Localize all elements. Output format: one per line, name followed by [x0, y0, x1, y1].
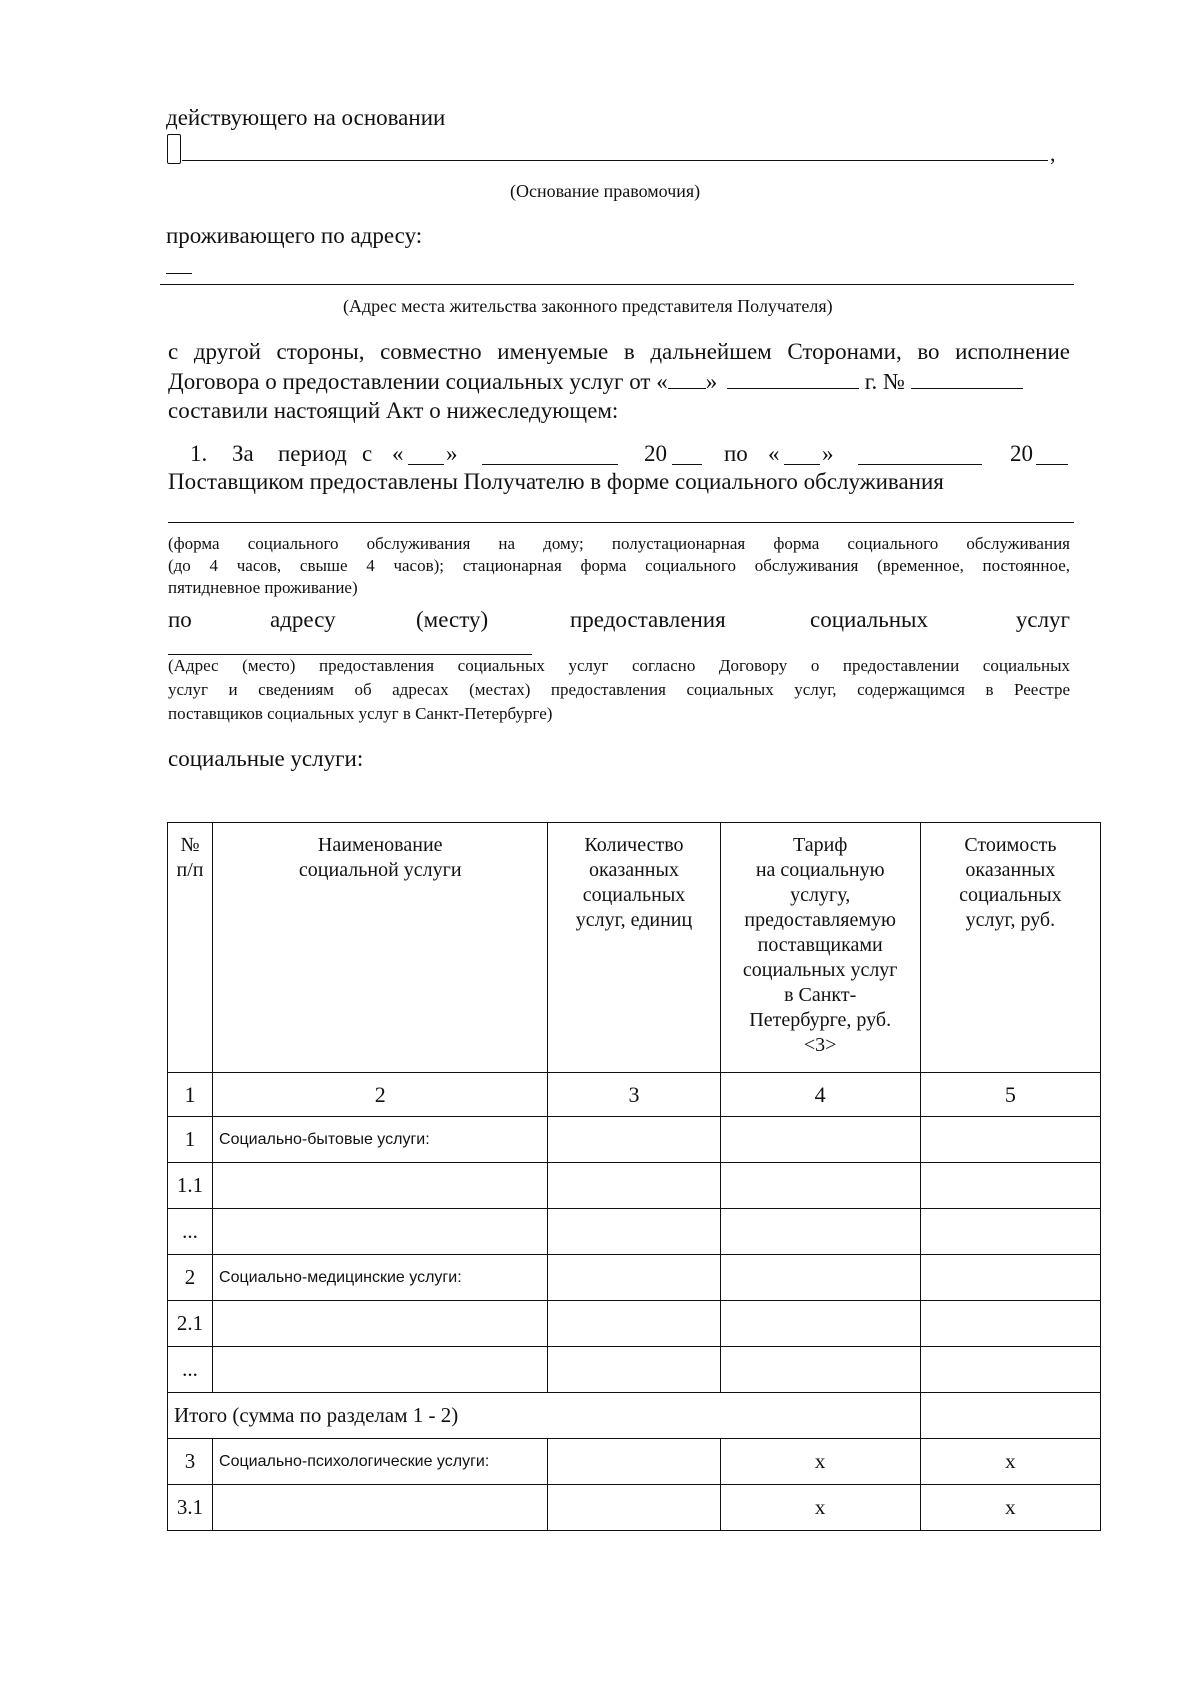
- cost-cell[interactable]: [920, 1301, 1100, 1347]
- services-table: [167, 822, 1101, 1531]
- header-qty-line: услуг, единиц: [575, 909, 693, 931]
- clause-word-s: с: [362, 441, 373, 466]
- basis-fill-line: [182, 160, 1048, 161]
- column-index: 5: [920, 1073, 1100, 1117]
- tariff-cell[interactable]: [720, 1255, 920, 1301]
- basis-comma: ,: [1050, 141, 1056, 166]
- header-qty-line: социальных: [582, 884, 686, 906]
- month-blank-2: [858, 444, 982, 465]
- intro-line-1: с другой стороны, совместно именуемые в дальнейшем Сторонами, во исполнение: [168, 339, 1070, 364]
- service-name-cell[interactable]: Социально-медицинские услуги:: [213, 1255, 548, 1301]
- intro-line-2: [168, 368, 1078, 396]
- tariff-cell: х: [720, 1485, 920, 1531]
- table-row: [168, 1209, 1101, 1255]
- place-caption-line-1: (Адрес (место) предоставления социальных услуг согласно Договору о предоставлении социальных: [168, 656, 1070, 675]
- table-row: [168, 1255, 1101, 1301]
- place-caption-line-3: поставщиков социальных услуг в Санкт-Петербурге): [168, 704, 553, 723]
- header-tariff-line: услугу,: [790, 884, 851, 906]
- service-name-cell[interactable]: [213, 1301, 548, 1347]
- clause1-line-1: [190, 440, 1070, 468]
- row-number: ...: [168, 1209, 213, 1255]
- table-header-row: [168, 823, 1101, 1073]
- service-name-cell[interactable]: Социально-психологические услуги:: [213, 1439, 548, 1485]
- acting-on-basis-text: действующего на основании: [166, 105, 446, 130]
- cost-cell: х: [920, 1485, 1100, 1531]
- address-word-2: адресу: [270, 607, 336, 632]
- address-fill-line: [160, 284, 1074, 285]
- clause-word-za: За: [232, 441, 254, 466]
- quantity-cell[interactable]: [548, 1209, 720, 1255]
- form-caption-line-3: пятидневное проживание): [168, 578, 358, 597]
- service-name-cell[interactable]: [213, 1347, 548, 1393]
- row-number: 3: [168, 1439, 213, 1485]
- header-tariff-line: поставщиками: [757, 934, 883, 956]
- column-index: 2: [213, 1073, 548, 1117]
- quantity-cell[interactable]: [548, 1117, 720, 1163]
- clause-close-quote-1: »: [446, 441, 458, 466]
- quantity-cell[interactable]: [548, 1301, 720, 1347]
- place-caption-line-2: услуг и сведениям об адресах (местах) предоставления социальных услуг, содержащимся в Реестре: [168, 680, 1070, 699]
- table-row: [168, 1163, 1101, 1209]
- clause-word-po: по: [724, 441, 748, 466]
- address-word-4: предоставления: [570, 607, 726, 632]
- residing-address-label: проживающего по адресу:: [166, 223, 423, 248]
- quantity-cell[interactable]: [548, 1485, 720, 1531]
- header-tariff-line: в Санкт-: [784, 984, 857, 1006]
- day-blank-1: [408, 444, 444, 465]
- header-num-line: п/п: [176, 859, 204, 881]
- service-name-cell[interactable]: Социально-бытовые услуги:: [213, 1117, 548, 1163]
- contract-number-blank: [911, 368, 1023, 389]
- table-row: [168, 1301, 1101, 1347]
- row-number: ...: [168, 1347, 213, 1393]
- clause1-line-2: Поставщиком предоставлены Получателю в форме социального обслуживания: [168, 469, 944, 494]
- header-name: [213, 823, 548, 1073]
- tariff-cell[interactable]: [720, 1347, 920, 1393]
- service-form-fill-line: [168, 522, 1074, 523]
- header-tariff-line: предоставляемую: [744, 909, 896, 931]
- quantity-cell[interactable]: [548, 1163, 720, 1209]
- row-number: 1.1: [168, 1163, 213, 1209]
- total-label: Итого (сумма по разделам 1 - 2): [168, 1393, 921, 1439]
- header-name-line: Наименование: [317, 834, 443, 856]
- header-tariff: [720, 823, 920, 1073]
- cost-cell: х: [920, 1439, 1100, 1485]
- header-cost-line: социальных: [959, 884, 1062, 906]
- address-word-5: социальных: [810, 607, 928, 632]
- intro-contract-prefix: Договора о предоставлении социальных услуг от «: [168, 369, 668, 394]
- year-blank-2: [1036, 444, 1068, 465]
- header-qty-line: оказанных: [589, 859, 679, 881]
- header-qty: [548, 823, 720, 1073]
- header-tariff-line: <3>: [803, 1034, 837, 1056]
- header-tariff-line: социальных услуг: [742, 959, 898, 981]
- tariff-cell[interactable]: [720, 1163, 920, 1209]
- intro-year-number-label: г. №: [864, 369, 905, 394]
- address-word-3: (месту): [416, 607, 489, 632]
- clause-open-quote-2: «: [768, 441, 780, 466]
- header-cost-line: Стоимость: [964, 834, 1057, 856]
- short-dash-line: [166, 273, 192, 274]
- empty-box-icon: [167, 134, 181, 164]
- basis-caption: (Основание правомочия): [510, 181, 701, 201]
- service-name-cell[interactable]: [213, 1163, 548, 1209]
- tariff-cell[interactable]: [720, 1209, 920, 1255]
- address-word-1: по: [168, 607, 192, 632]
- form-caption-line-2: (до 4 часов, свыше 4 часов); стационарная форма социального обслуживания (временное, постоянное,: [168, 556, 1070, 575]
- address-line: [168, 606, 1070, 634]
- header-cost-line: услуг, руб.: [965, 909, 1056, 931]
- column-index: 1: [168, 1073, 213, 1117]
- column-index: 3: [548, 1073, 720, 1117]
- header-tariff-line: на социальную: [755, 859, 885, 881]
- row-number: 2.1: [168, 1301, 213, 1347]
- header-num-line: №: [180, 834, 200, 856]
- column-index: 4: [720, 1073, 920, 1117]
- row-number: 2: [168, 1255, 213, 1301]
- intro-line-3: составили настоящий Акт о нижеследующем:: [168, 398, 619, 423]
- column-index-row: [168, 1073, 1101, 1117]
- clause-year-1: 20: [644, 441, 667, 466]
- cost-cell[interactable]: [920, 1209, 1100, 1255]
- table-row: [168, 1347, 1101, 1393]
- service-name-cell[interactable]: [213, 1209, 548, 1255]
- services-label: социальные услуги:: [168, 746, 364, 771]
- clause-open-quote-1: «: [392, 441, 404, 466]
- clause-year-2: 20: [1010, 441, 1033, 466]
- header-cost-line: оказанных: [965, 859, 1056, 881]
- day-blank: [668, 368, 706, 389]
- quantity-cell[interactable]: [548, 1347, 720, 1393]
- header-cost: [920, 823, 1100, 1073]
- total-row: [168, 1393, 1101, 1439]
- header-name-line: социальной услуги: [298, 859, 462, 881]
- header-tariff-line: Тариф: [793, 834, 848, 856]
- cost-cell[interactable]: [920, 1163, 1100, 1209]
- tariff-cell[interactable]: [720, 1301, 920, 1347]
- header-qty-line: Количество: [584, 834, 684, 856]
- tariff-cell: х: [720, 1439, 920, 1485]
- header-num: [168, 823, 213, 1073]
- row-number: 3.1: [168, 1485, 213, 1531]
- cost-cell[interactable]: [920, 1255, 1100, 1301]
- table-row: [168, 1485, 1101, 1531]
- address-caption: (Адрес места жительства законного представителя Получателя): [343, 296, 833, 316]
- header-tariff-line: Петербурге, руб.: [749, 1009, 892, 1031]
- tariff-cell[interactable]: [720, 1117, 920, 1163]
- day-blank-2: [784, 444, 820, 465]
- intro-close-quote: »: [705, 369, 718, 394]
- row-number: 1: [168, 1117, 213, 1163]
- service-name-cell[interactable]: [213, 1485, 548, 1531]
- quantity-cell[interactable]: [548, 1439, 720, 1485]
- year-blank-1: [672, 444, 702, 465]
- quantity-cell[interactable]: [548, 1255, 720, 1301]
- clause-word-period: период: [278, 441, 347, 466]
- table-row: [168, 1117, 1101, 1163]
- form-caption-line-1: (форма социального обслуживания на дому; полустационарная форма социального обслуживания: [168, 534, 1070, 553]
- clause-close-quote-2: »: [822, 441, 834, 466]
- month-blank: [727, 368, 859, 389]
- total-cost-cell[interactable]: [920, 1393, 1100, 1439]
- month-blank-1: [482, 444, 618, 465]
- address-word-6: услуг: [1015, 607, 1070, 632]
- cost-cell[interactable]: [920, 1347, 1100, 1393]
- table-row: [168, 1439, 1101, 1485]
- clause-number: 1.: [190, 441, 208, 466]
- cost-cell[interactable]: [920, 1117, 1100, 1163]
